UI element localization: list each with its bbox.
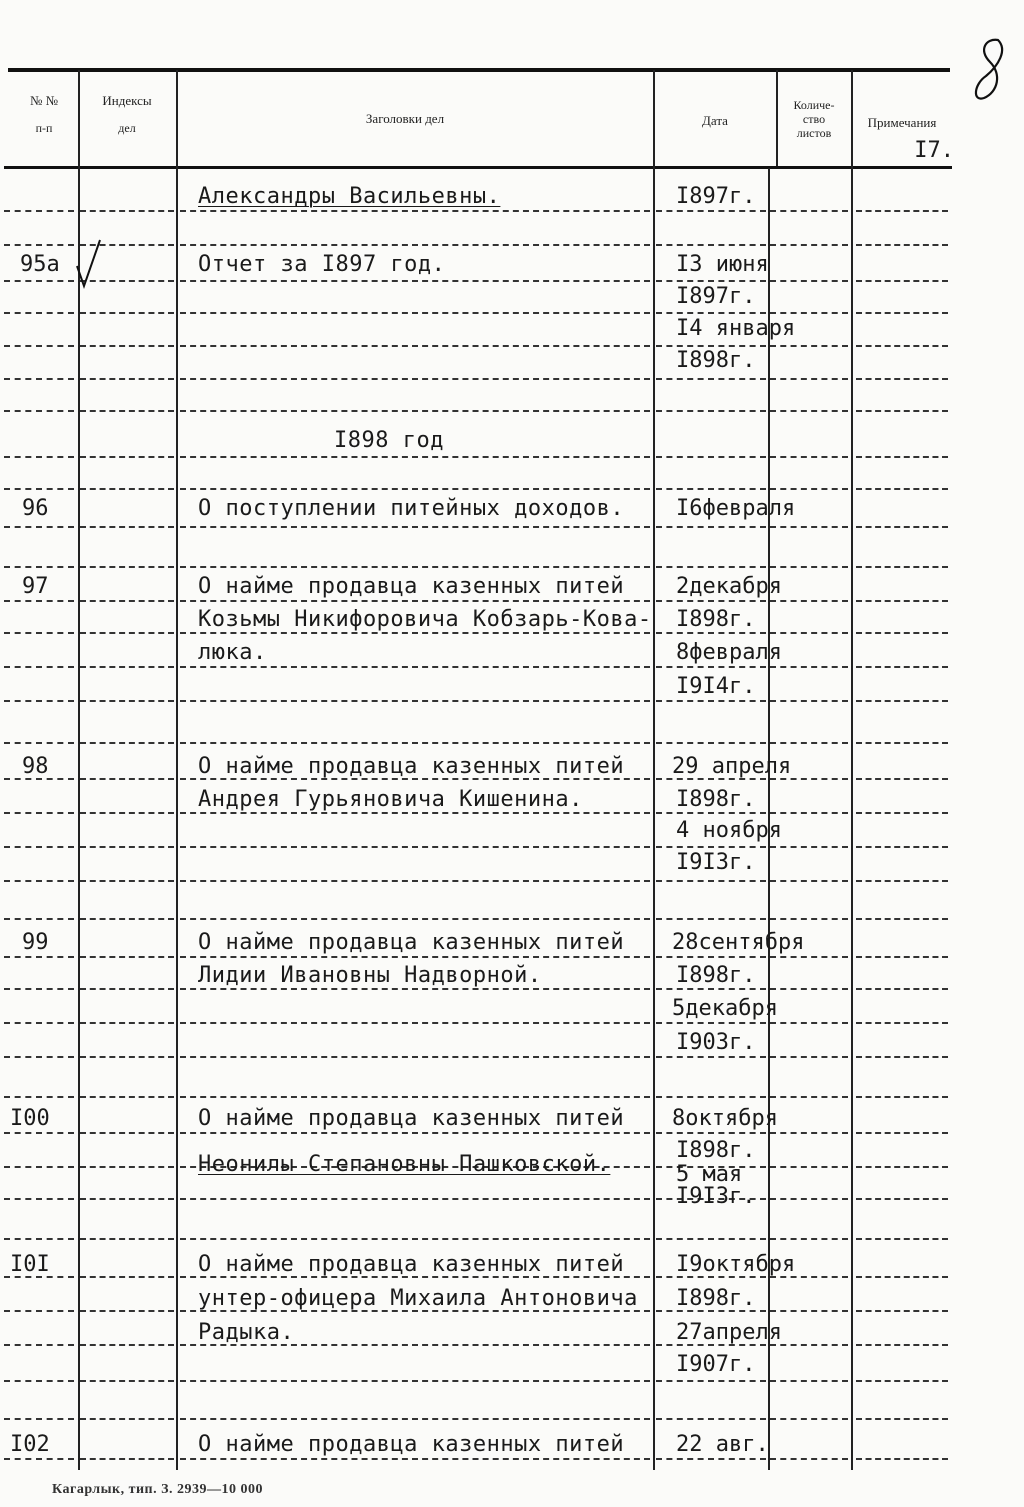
entry-title-line: О найме продавца казенных питей — [198, 1432, 625, 1457]
ruled-line — [80, 526, 174, 528]
ruled-line — [80, 566, 174, 568]
ruled-line — [856, 880, 948, 882]
ruled-line — [80, 1380, 174, 1382]
checkmark-icon — [74, 238, 104, 290]
ruled-line — [856, 210, 948, 212]
entry-date-line: I903г. — [676, 1030, 756, 1055]
ruled-line — [180, 1056, 650, 1058]
entry-date-line: I898г. — [676, 787, 756, 812]
section-heading-year: I898 год — [334, 428, 444, 453]
ruled-line — [770, 1418, 848, 1420]
ruled-line — [856, 280, 948, 282]
ruled-line — [856, 700, 948, 702]
ruled-line — [180, 600, 650, 602]
entry-date-line: I898г. — [676, 1138, 756, 1163]
ruled-line — [4, 880, 74, 882]
ruled-line — [856, 312, 948, 314]
ruled-line — [80, 1418, 174, 1420]
ruled-line — [80, 632, 174, 634]
ruled-line — [80, 742, 174, 744]
ruled-line — [80, 378, 174, 380]
entry-number: 99 — [22, 930, 49, 955]
ruled-line — [180, 566, 650, 568]
ruled-line — [656, 345, 766, 347]
ruled-line — [770, 1056, 848, 1058]
ruled-line — [856, 345, 948, 347]
ruled-line — [656, 1380, 766, 1382]
ruled-line — [4, 410, 74, 412]
ruled-line — [180, 742, 650, 744]
header-col-index: Индексы дел — [102, 93, 152, 135]
ruled-line — [770, 988, 848, 990]
ruled-line — [856, 1418, 948, 1420]
ruled-line — [770, 1022, 848, 1024]
ruled-line — [856, 956, 948, 958]
entry-date-line: 8февраля — [676, 640, 782, 665]
ruled-line — [770, 956, 848, 958]
ruled-line — [856, 1310, 948, 1312]
header-col-number: № № п-п — [29, 93, 59, 135]
ruled-line — [856, 632, 948, 634]
ruled-line — [180, 210, 650, 212]
entry-date-line: I3 июня — [676, 252, 769, 277]
ruled-line — [656, 600, 766, 602]
header-col-date: Дата — [702, 113, 728, 128]
ruled-line — [770, 812, 848, 814]
ruled-line — [80, 312, 174, 314]
entry-title-line: О найме продавца казенных питей — [198, 1106, 625, 1131]
ruled-line — [770, 488, 848, 490]
entry-title-line: Отчет за I897 год. — [198, 252, 446, 277]
ruled-line — [856, 600, 948, 602]
entry-date-line: 5 мая — [676, 1162, 743, 1187]
ruled-line — [856, 1458, 948, 1460]
ruled-line — [80, 988, 174, 990]
ruled-line — [180, 956, 650, 958]
ruled-line — [80, 210, 174, 212]
entry-date-line: 4 ноября — [676, 818, 782, 843]
ruled-line — [180, 1458, 650, 1460]
ruled-line — [656, 1458, 766, 1460]
ruled-line — [856, 456, 948, 458]
ruled-line — [656, 1096, 766, 1098]
ruled-line — [4, 378, 74, 380]
ruled-line — [80, 1344, 174, 1346]
entry-title-line: О найме продавца казенных питей — [198, 1252, 625, 1277]
entry-date-line: I4 января — [676, 316, 796, 341]
sheet-number: I7. — [914, 138, 954, 163]
ruled-line — [770, 1096, 848, 1098]
ruled-line — [80, 488, 174, 490]
ruled-line — [180, 918, 650, 920]
ruled-line — [770, 410, 848, 412]
ruled-line — [180, 700, 650, 702]
handwritten-page-number — [968, 36, 1008, 106]
ruled-line — [856, 812, 948, 814]
entry-date-line: 2декабря — [676, 574, 782, 599]
ruled-line — [80, 1096, 174, 1098]
ruled-line — [856, 1380, 948, 1382]
ruled-line — [80, 1056, 174, 1058]
ruled-line — [770, 378, 848, 380]
ruled-line — [856, 566, 948, 568]
ruled-line — [770, 600, 848, 602]
ruled-line — [180, 1096, 650, 1098]
ruled-line — [856, 526, 948, 528]
ruled-line — [80, 1238, 174, 1240]
ruled-line — [80, 1458, 174, 1460]
ruled-line — [180, 846, 650, 848]
entry-date-line: I6февраля — [676, 496, 796, 521]
ruled-line — [656, 1132, 766, 1134]
entry-number: I0I — [10, 1252, 50, 1277]
ruled-line — [180, 526, 650, 528]
ruled-line — [4, 345, 74, 347]
ruled-line — [4, 632, 74, 634]
ruled-line — [856, 488, 948, 490]
ruled-line — [80, 345, 174, 347]
entry-number: I00 — [10, 1106, 50, 1131]
ruled-line — [4, 1022, 74, 1024]
ruled-line — [656, 918, 766, 920]
entry-title-line: унтер-офицера Михаила Антоновича — [198, 1286, 638, 1311]
ruled-line — [856, 918, 948, 920]
printer-imprint: Кагарлык, тип. З. 2939—10 000 — [52, 1482, 264, 1497]
ruled-line — [656, 244, 766, 246]
ruled-line — [656, 1418, 766, 1420]
ruled-line — [4, 1344, 74, 1346]
entry-title-line: Козьмы Никифоровича Кобзарь-Кова- — [198, 607, 652, 632]
entry-title-line: О поступлении питейных доходов. — [198, 496, 625, 521]
ruled-line — [4, 1096, 74, 1098]
ruled-line — [180, 312, 650, 314]
ruled-line — [4, 988, 74, 990]
ruled-line — [4, 918, 74, 920]
ruled-line — [4, 846, 74, 848]
ruled-line — [4, 1238, 74, 1240]
header-bottom-rule — [4, 166, 952, 169]
entry-title-line: Неонилы Степановны Пашковской. — [198, 1152, 611, 1177]
entry-date-line: 5декабря — [672, 996, 778, 1021]
entry-date-line: I9октября — [676, 1252, 796, 1277]
ruled-line — [770, 312, 848, 314]
column-divider-3 — [653, 70, 655, 1470]
entry-title-line: О найме продавца казенных питей — [198, 754, 625, 779]
ruled-line — [656, 846, 766, 848]
entry-date-line: I898г. — [676, 607, 756, 632]
ruled-line — [770, 1132, 848, 1134]
entry-date-line: 28сентября — [672, 930, 805, 955]
ruled-line — [4, 244, 74, 246]
entry-date-line: 22 авг. — [676, 1432, 769, 1457]
entry-number: I02 — [10, 1432, 50, 1457]
ruled-line — [80, 956, 174, 958]
entry-number: 98 — [22, 754, 49, 779]
ruled-line — [856, 378, 948, 380]
entry-title-line: Лидии Ивановны Надворной. — [198, 963, 542, 988]
ruled-line — [856, 410, 948, 412]
ruled-line — [80, 1132, 174, 1134]
entry-date-line: 8октября — [672, 1106, 778, 1131]
ruled-line — [4, 488, 74, 490]
entry-title-line: Андрея Гурьяновича Кишенина. — [198, 787, 583, 812]
ruled-line — [656, 566, 766, 568]
ruled-line — [770, 210, 848, 212]
ruled-line — [80, 1310, 174, 1312]
ruled-line — [80, 410, 174, 412]
ruled-line — [656, 378, 766, 380]
ruled-line — [80, 1198, 174, 1200]
ruled-line — [656, 456, 766, 458]
ruled-line — [770, 1380, 848, 1382]
entry-number: 97 — [22, 574, 49, 599]
ruled-line — [80, 1166, 174, 1168]
ruled-line — [656, 956, 766, 958]
ruled-line — [770, 1166, 848, 1168]
ruled-line — [4, 812, 74, 814]
entry-date-line: I897г. — [676, 284, 756, 309]
ruled-line — [656, 742, 766, 744]
ruled-line — [180, 1132, 650, 1134]
ruled-line — [856, 1056, 948, 1058]
column-divider-5 — [851, 70, 853, 1470]
ruled-line — [180, 410, 650, 412]
ruled-line — [4, 742, 74, 744]
ruled-line — [856, 1022, 948, 1024]
ruled-line — [770, 526, 848, 528]
entry-date-line: I898г. — [676, 348, 756, 373]
entry-title-line: Радыка. — [198, 1320, 295, 1345]
entry-title-line: О найме продавца казенных питей — [198, 574, 625, 599]
header-col-titles: Заголовки дел — [365, 111, 445, 126]
ruled-line — [770, 666, 848, 668]
ruled-line — [180, 1022, 650, 1024]
ruled-line — [4, 1198, 74, 1200]
ruled-line — [80, 456, 174, 458]
ruled-line — [770, 345, 848, 347]
ruled-line — [4, 700, 74, 702]
ruled-line — [656, 312, 766, 314]
ruled-line — [180, 1198, 650, 1200]
ruled-line — [180, 1380, 650, 1382]
ruled-line — [656, 280, 766, 282]
ruled-line — [770, 280, 848, 282]
ruled-line — [180, 345, 650, 347]
ruled-line — [4, 1310, 74, 1312]
ruled-line — [80, 880, 174, 882]
column-divider-2 — [176, 70, 178, 1470]
ruled-line — [856, 666, 948, 668]
header-top-rule — [8, 68, 950, 72]
ruled-line — [770, 700, 848, 702]
entry-date-line: 29 апреля — [672, 754, 792, 779]
entry-title-line: О найме продавца казенных питей — [198, 930, 625, 955]
entry-title-line: люка. — [198, 640, 267, 665]
ruled-line — [770, 880, 848, 882]
ruled-line — [80, 666, 174, 668]
entry-date-line: I9I3г. — [676, 850, 756, 875]
ruled-line — [856, 1132, 948, 1134]
ruled-line — [180, 488, 650, 490]
ruled-line — [4, 956, 74, 958]
entry-date-line: 27апреля — [676, 1320, 782, 1345]
ruled-line — [180, 456, 650, 458]
ruled-line — [856, 742, 948, 744]
ruled-line — [80, 700, 174, 702]
entry-date-line: I907г. — [676, 1352, 756, 1377]
ruled-line — [856, 778, 948, 780]
header-col-notes: Примечания — [867, 115, 937, 130]
ruled-line — [4, 210, 74, 212]
ruled-line — [4, 1418, 74, 1420]
ruled-line — [856, 1166, 948, 1168]
ruled-line — [4, 600, 74, 602]
ruled-line — [656, 700, 766, 702]
ruled-line — [770, 1198, 848, 1200]
ruled-line — [80, 1276, 174, 1278]
ruled-line — [180, 378, 650, 380]
ruled-line — [656, 1238, 766, 1240]
ruled-line — [856, 988, 948, 990]
entry-date-line: I897г. — [676, 184, 756, 209]
ruled-line — [856, 1096, 948, 1098]
ruled-line — [180, 1418, 650, 1420]
ruled-line — [4, 1132, 74, 1134]
ruled-line — [80, 778, 174, 780]
ruled-line — [770, 456, 848, 458]
ruled-line — [770, 918, 848, 920]
ruled-line — [4, 666, 74, 668]
ruled-line — [80, 918, 174, 920]
ruled-line — [80, 846, 174, 848]
ruled-line — [856, 1238, 948, 1240]
ruled-line — [856, 1344, 948, 1346]
entry-date-line: I898г. — [676, 963, 756, 988]
ruled-line — [180, 1238, 650, 1240]
ruled-line — [656, 210, 766, 212]
ruled-line — [770, 742, 848, 744]
ruled-line — [180, 880, 650, 882]
entry-date-line: I898г. — [676, 1286, 756, 1311]
ruled-line — [180, 244, 650, 246]
entry-number: 96 — [22, 496, 49, 521]
ruled-line — [770, 1310, 848, 1312]
entry-title-line: Александры Васильевны. — [198, 184, 501, 209]
ruled-line — [770, 632, 848, 634]
ruled-line — [770, 1458, 848, 1460]
ruled-line — [180, 280, 650, 282]
ruled-line — [4, 1458, 74, 1460]
header-col-count: Количе- ство листов — [793, 98, 835, 140]
ruled-line — [856, 846, 948, 848]
ruled-line — [180, 666, 650, 668]
ruled-line — [4, 1166, 74, 1168]
ruled-line — [656, 410, 766, 412]
ruled-line — [656, 526, 766, 528]
entry-date-line: I9I4г. — [676, 674, 756, 699]
ruled-line — [80, 812, 174, 814]
ruled-line — [770, 244, 848, 246]
ruled-line — [80, 600, 174, 602]
ruled-line — [770, 846, 848, 848]
ruled-line — [656, 1022, 766, 1024]
entry-number: 95а — [20, 252, 60, 277]
ruled-line — [770, 566, 848, 568]
ruled-line — [770, 1238, 848, 1240]
ruled-line — [4, 456, 74, 458]
ruled-line — [856, 1276, 948, 1278]
ruled-line — [856, 1198, 948, 1200]
ruled-line — [656, 880, 766, 882]
ruled-line — [4, 566, 74, 568]
ruled-line — [4, 1056, 74, 1058]
ruled-line — [4, 312, 74, 314]
ruled-line — [656, 1056, 766, 1058]
ruled-line — [4, 280, 74, 282]
ruled-line — [80, 1022, 174, 1024]
entry-date-line: I9I3г. — [676, 1184, 756, 1209]
ruled-line — [4, 1380, 74, 1382]
ruled-line — [656, 488, 766, 490]
ruled-line — [4, 526, 74, 528]
ruled-line — [856, 244, 948, 246]
ruled-line — [656, 666, 766, 668]
